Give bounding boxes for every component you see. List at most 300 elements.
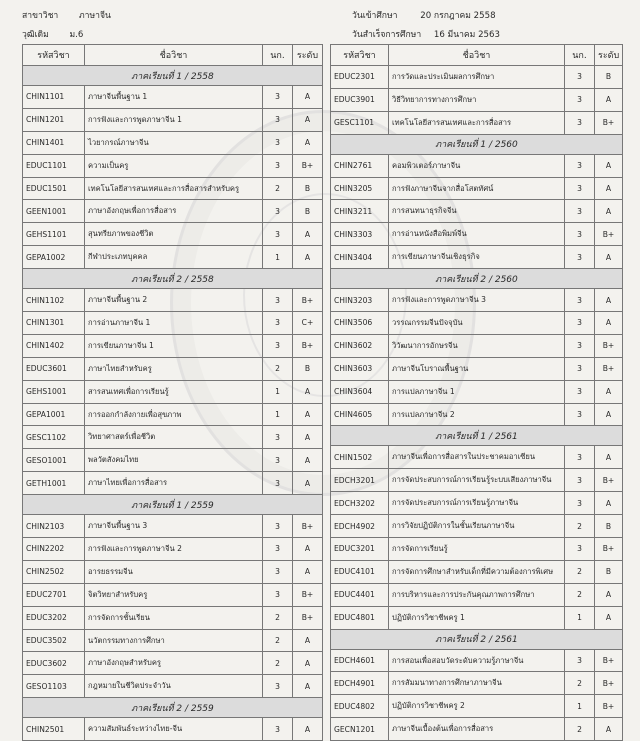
- course-grade: A: [595, 154, 623, 177]
- course-grade: A: [595, 200, 623, 223]
- course-row: [23, 560, 323, 583]
- course-grade: A: [595, 583, 623, 606]
- course-name: ไวยากรณ์ภาษาจีน: [85, 131, 263, 154]
- course-grade: B+: [595, 538, 623, 561]
- course-credits: 3: [565, 88, 595, 111]
- course-credits: 3: [263, 86, 293, 109]
- semester-label: ภาคเรียนที่ 1 / 2559: [23, 495, 323, 515]
- course-code: EDUC4802: [331, 695, 389, 718]
- course-row: [23, 131, 323, 154]
- course-credits: 2: [263, 357, 293, 380]
- course-name: การจัดการเรียนรู้: [389, 538, 565, 561]
- course-grade: B: [293, 200, 323, 223]
- course-credits: 1: [565, 606, 595, 629]
- column-header-name: ชื่อวิชา: [389, 45, 565, 66]
- major-label: สาขาวิชา: [22, 11, 59, 21]
- course-code: GESO1001: [23, 449, 85, 472]
- course-code: EDUC3602: [23, 652, 85, 675]
- course-grade: B: [293, 177, 323, 200]
- course-row: [23, 86, 323, 109]
- course-grade: A: [595, 312, 623, 335]
- semester-label: ภาคเรียนที่ 2 / 2558: [23, 269, 323, 289]
- column-header-name: ชื่อวิชา: [85, 45, 263, 66]
- course-code: CHIN1102: [23, 289, 85, 312]
- course-code: EDCH4901: [331, 672, 389, 695]
- course-code: GESC1101: [331, 111, 389, 134]
- course-grade: A: [293, 108, 323, 131]
- course-grade: A: [293, 538, 323, 561]
- course-name: การออกกำลังกายเพื่อสุขภาพ: [85, 403, 263, 426]
- course-credits: 3: [565, 403, 595, 426]
- course-row: [23, 403, 323, 426]
- course-grade: B+: [595, 672, 623, 695]
- course-credits: 3: [263, 583, 293, 606]
- course-code: EDUC4101: [331, 560, 389, 583]
- semester-label: ภาคเรียนที่ 1 / 2561: [331, 426, 623, 446]
- course-grade: B+: [595, 223, 623, 246]
- course-name: สุนทรียภาพของชีวิต: [85, 223, 263, 246]
- course-code: CHIN1301: [23, 312, 85, 335]
- course-credits: 3: [263, 334, 293, 357]
- semester-header-row: [331, 134, 623, 154]
- course-code: CHIN1502: [331, 446, 389, 469]
- course-grade: A: [293, 718, 323, 741]
- course-name: ความสัมพันธ์ระหว่างไทย-จีน: [85, 718, 263, 741]
- course-row: [23, 246, 323, 269]
- course-credits: 3: [263, 200, 293, 223]
- course-row: [331, 538, 623, 561]
- semester-label: ภาคเรียนที่ 2 / 2561: [331, 629, 623, 649]
- semester-header-row: [331, 269, 623, 289]
- course-credits: 3: [565, 111, 595, 134]
- course-code: EDUC4801: [331, 606, 389, 629]
- course-code: CHIN2501: [23, 718, 85, 741]
- course-row: [23, 357, 323, 380]
- course-grade: A: [595, 446, 623, 469]
- course-name: การฟังและการพูดภาษาจีน 3: [389, 289, 565, 312]
- course-name: ภาษาจีนเพื่อการสื่อสารในประชาคมอาเซียน: [389, 446, 565, 469]
- course-credits: 1: [263, 403, 293, 426]
- course-name: การเขียนภาษาจีน 1: [85, 334, 263, 357]
- table-header-row: [331, 45, 623, 66]
- course-name: การวัดและประเมินผลการศึกษา: [389, 66, 565, 89]
- course-name: วิทยาศาสตร์เพื่อชีวิต: [85, 426, 263, 449]
- course-row: [23, 334, 323, 357]
- course-code: CHIN1201: [23, 108, 85, 131]
- course-row: [23, 312, 323, 335]
- course-credits: 3: [565, 154, 595, 177]
- course-grade: A: [595, 403, 623, 426]
- course-credits: 3: [565, 446, 595, 469]
- prior-education-value: ม.6: [69, 30, 84, 40]
- course-name: เทคโนโลยีสารสนเทศและการสื่อสาร: [389, 111, 565, 134]
- course-credits: 3: [263, 449, 293, 472]
- course-grade: A: [293, 449, 323, 472]
- course-code: CHIN2103: [23, 515, 85, 538]
- course-credits: 3: [263, 108, 293, 131]
- course-row: [23, 223, 323, 246]
- course-row: [331, 492, 623, 515]
- course-row: [331, 695, 623, 718]
- course-grade: A: [595, 177, 623, 200]
- course-credits: 2: [263, 652, 293, 675]
- course-code: GEEN1001: [23, 200, 85, 223]
- course-credits: 2: [565, 560, 595, 583]
- column-header-credits: นก.: [565, 45, 595, 66]
- course-grade: A: [293, 380, 323, 403]
- course-row: [23, 606, 323, 629]
- course-grade: A: [293, 560, 323, 583]
- course-row: [331, 649, 623, 672]
- course-name: วิธีวิทยาการทางการศึกษา: [389, 88, 565, 111]
- course-grade: A: [293, 223, 323, 246]
- course-row: [331, 583, 623, 606]
- transcript-table-right: [330, 44, 623, 741]
- course-code: CHIN1401: [23, 131, 85, 154]
- course-name: การสอนเพื่อสอบวัดระดับความรู้ภาษาจีน: [389, 649, 565, 672]
- course-credits: 3: [565, 177, 595, 200]
- course-name: การฟังและการพูดภาษาจีน 2: [85, 538, 263, 561]
- course-credits: 3: [263, 154, 293, 177]
- course-code: CHIN3211: [331, 200, 389, 223]
- course-code: EDUC3202: [23, 606, 85, 629]
- graduation-date-value: 16 มีนาคม 2563: [433, 30, 500, 40]
- course-name: การฟังและการพูดภาษาจีน 1: [85, 108, 263, 131]
- course-name: กฎหมายในชีวิตประจำวัน: [85, 675, 263, 698]
- course-row: [331, 66, 623, 89]
- semester-label: ภาคเรียนที่ 2 / 2559: [23, 698, 323, 718]
- course-grade: B+: [595, 111, 623, 134]
- course-name: ภาษาจีนพื้นฐาน 3: [85, 515, 263, 538]
- course-row: [23, 449, 323, 472]
- course-row: [23, 472, 323, 495]
- course-credits: 3: [263, 560, 293, 583]
- course-credits: 3: [565, 312, 595, 335]
- course-name: ปฏิบัติการวิชาชีพครู 2: [389, 695, 565, 718]
- course-row: [331, 606, 623, 629]
- course-credits: 3: [263, 675, 293, 698]
- course-row: [331, 560, 623, 583]
- course-name: การจัดประสบการณ์การเรียนรู้ภาษาจีน: [389, 492, 565, 515]
- course-code: GEPA1002: [23, 246, 85, 269]
- course-code: CHIN3203: [331, 289, 389, 312]
- course-code: GEHS1101: [23, 223, 85, 246]
- course-grade: B+: [595, 695, 623, 718]
- course-credits: 3: [263, 472, 293, 495]
- course-grade: A: [595, 718, 623, 741]
- course-name: เทคโนโลยีสารสนเทศและการสื่อสารสำหรับครู: [85, 177, 263, 200]
- course-grade: A: [293, 246, 323, 269]
- course-name: วิวัฒนาการอักษรจีน: [389, 334, 565, 357]
- course-grade: A: [595, 492, 623, 515]
- course-credits: 2: [263, 177, 293, 200]
- course-name: การเขียนภาษาจีนเชิงธุรกิจ: [389, 246, 565, 269]
- course-credits: 3: [565, 223, 595, 246]
- course-credits: 3: [565, 357, 595, 380]
- course-credits: 3: [263, 515, 293, 538]
- course-grade: B+: [595, 649, 623, 672]
- course-grade: B: [595, 66, 623, 89]
- course-credits: 1: [565, 695, 595, 718]
- course-credits: 2: [263, 629, 293, 652]
- course-code: EDUC4401: [331, 583, 389, 606]
- course-code: GEPA1001: [23, 403, 85, 426]
- course-row: [23, 177, 323, 200]
- course-row: [331, 357, 623, 380]
- course-credits: 3: [565, 380, 595, 403]
- course-grade: A: [293, 131, 323, 154]
- course-credits: 2: [565, 718, 595, 741]
- course-row: [331, 111, 623, 134]
- course-name: จิตวิทยาสำหรับครู: [85, 583, 263, 606]
- course-name: การอ่านภาษาจีน 1: [85, 312, 263, 335]
- course-grade: A: [293, 652, 323, 675]
- course-grade: A: [293, 629, 323, 652]
- course-row: [331, 446, 623, 469]
- course-credits: 3: [565, 469, 595, 492]
- course-code: CHIN2202: [23, 538, 85, 561]
- course-row: [331, 718, 623, 741]
- column-header-code: รหัสวิชา: [23, 45, 85, 66]
- course-name: สารสนเทศเพื่อการเรียนรู้: [85, 380, 263, 403]
- course-row: [331, 177, 623, 200]
- course-name: ภาษาไทยเพื่อการสื่อสาร: [85, 472, 263, 495]
- course-credits: 2: [263, 606, 293, 629]
- course-name: การวิจัยปฏิบัติการในชั้นเรียนภาษาจีน: [389, 515, 565, 538]
- course-name: ภาษาจีนพื้นฐาน 2: [85, 289, 263, 312]
- course-name: การสัมมนาทางการศึกษาภาษาจีน: [389, 672, 565, 695]
- course-row: [23, 380, 323, 403]
- course-name: นวัตกรรมทางการศึกษา: [85, 629, 263, 652]
- course-credits: 3: [263, 289, 293, 312]
- semester-header-row: [331, 426, 623, 446]
- course-grade: A: [595, 289, 623, 312]
- graduation-date-label: วันสำเร็จการศึกษา: [352, 30, 422, 40]
- course-grade: A: [293, 426, 323, 449]
- course-name: ภาษาอังกฤษสำหรับครู: [85, 652, 263, 675]
- course-credits: 3: [565, 538, 595, 561]
- transcript-table-left: [22, 44, 323, 741]
- admission-date-label: วันเข้าศึกษา: [352, 11, 398, 21]
- course-row: [23, 652, 323, 675]
- course-name: การจัดประสบการณ์การเรียนรู้ระบบเสียงภาษาจีน: [389, 469, 565, 492]
- course-grade: B+: [293, 154, 323, 177]
- course-code: EDUC2701: [23, 583, 85, 606]
- course-row: [23, 289, 323, 312]
- transcript-header: [0, 0, 640, 44]
- column-header-credits: นก.: [263, 45, 293, 66]
- course-credits: 3: [565, 66, 595, 89]
- course-code: GESO1103: [23, 675, 85, 698]
- prior-education-line: [22, 27, 83, 41]
- course-grade: A: [293, 675, 323, 698]
- table-header-row: [23, 45, 323, 66]
- course-code: CHIN2502: [23, 560, 85, 583]
- course-grade: A: [595, 88, 623, 111]
- course-row: [23, 538, 323, 561]
- course-name: ภาษาจีนโบราณพื้นฐาน: [389, 357, 565, 380]
- admission-date-line: [352, 8, 496, 22]
- course-code: EDCH3201: [331, 469, 389, 492]
- course-grade: A: [293, 472, 323, 495]
- course-name: ความเป็นครู: [85, 154, 263, 177]
- course-name: ภาษาจีนพื้นฐาน 1: [85, 86, 263, 109]
- course-grade: A: [595, 606, 623, 629]
- course-name: การสนทนาธุรกิจจีน: [389, 200, 565, 223]
- course-code: EDUC3901: [331, 88, 389, 111]
- course-code: CHIN3603: [331, 357, 389, 380]
- course-grade: B+: [293, 289, 323, 312]
- course-credits: 3: [263, 223, 293, 246]
- course-code: GESC1102: [23, 426, 85, 449]
- course-name: ภาษาอังกฤษเพื่อการสื่อสาร: [85, 200, 263, 223]
- course-code: EDUC3201: [331, 538, 389, 561]
- course-grade: A: [293, 86, 323, 109]
- course-name: การจัดการชั้นเรียน: [85, 606, 263, 629]
- course-row: [331, 312, 623, 335]
- course-grade: A: [293, 403, 323, 426]
- course-name: ปฏิบัติการวิชาชีพครู 1: [389, 606, 565, 629]
- course-name: ภาษาจีนเบื้องต้นเพื่อการสื่อสาร: [389, 718, 565, 741]
- course-name: อารยธรรมจีน: [85, 560, 263, 583]
- course-row: [331, 223, 623, 246]
- course-name: การแปลภาษาจีน 2: [389, 403, 565, 426]
- course-code: EDUC1501: [23, 177, 85, 200]
- course-credits: 2: [565, 583, 595, 606]
- course-code: CHIN3205: [331, 177, 389, 200]
- course-code: EDUC3601: [23, 357, 85, 380]
- column-header-grade: ระดับ: [595, 45, 623, 66]
- course-grade: B: [293, 357, 323, 380]
- course-code: CHIN1402: [23, 334, 85, 357]
- course-grade: B+: [595, 334, 623, 357]
- course-name: การฟังภาษาจีนจากสื่อโสตทัศน์: [389, 177, 565, 200]
- admission-date-value: 20 กรกฎาคม 2558: [420, 11, 496, 21]
- course-name: การแปลภาษาจีน 1: [389, 380, 565, 403]
- course-credits: 3: [565, 334, 595, 357]
- course-row: [331, 289, 623, 312]
- course-grade: A: [595, 380, 623, 403]
- course-row: [331, 154, 623, 177]
- course-code: EDUC2301: [331, 66, 389, 89]
- course-row: [23, 154, 323, 177]
- prior-education-label: วุฒิเดิม: [22, 30, 49, 40]
- course-row: [23, 629, 323, 652]
- course-credits: 3: [263, 718, 293, 741]
- major-line: [22, 8, 111, 22]
- semester-header-row: [23, 495, 323, 515]
- course-code: GECN1201: [331, 718, 389, 741]
- course-name: คอมพิวเตอร์ภาษาจีน: [389, 154, 565, 177]
- course-row: [331, 672, 623, 695]
- course-row: [23, 108, 323, 131]
- course-name: วรรณกรรมจีนปัจจุบัน: [389, 312, 565, 335]
- course-row: [331, 403, 623, 426]
- course-grade: C+: [293, 312, 323, 335]
- course-credits: 3: [263, 131, 293, 154]
- semester-header-row: [23, 698, 323, 718]
- course-code: EDCH4902: [331, 515, 389, 538]
- course-code: EDUC3502: [23, 629, 85, 652]
- course-row: [23, 675, 323, 698]
- course-credits: 3: [565, 492, 595, 515]
- course-grade: B+: [595, 357, 623, 380]
- course-code: EDCH3202: [331, 492, 389, 515]
- course-credits: 3: [565, 289, 595, 312]
- column-header-grade: ระดับ: [293, 45, 323, 66]
- course-code: CHIN1101: [23, 86, 85, 109]
- course-credits: 2: [565, 672, 595, 695]
- course-code: CHIN3303: [331, 223, 389, 246]
- course-grade: B+: [293, 515, 323, 538]
- course-code: CHIN3506: [331, 312, 389, 335]
- course-credits: 3: [565, 649, 595, 672]
- graduation-date-line: [352, 27, 500, 41]
- course-credits: 3: [565, 246, 595, 269]
- semester-header-row: [23, 66, 323, 86]
- course-row: [23, 583, 323, 606]
- course-credits: 1: [263, 380, 293, 403]
- semester-header-row: [23, 269, 323, 289]
- course-row: [331, 380, 623, 403]
- course-grade: B+: [293, 583, 323, 606]
- course-credits: 1: [263, 246, 293, 269]
- semester-label: ภาคเรียนที่ 1 / 2560: [331, 134, 623, 154]
- major-value: ภาษาจีน: [79, 11, 111, 21]
- course-row: [331, 469, 623, 492]
- course-code: EDUC1101: [23, 154, 85, 177]
- course-credits: 3: [263, 312, 293, 335]
- course-grade: B+: [293, 606, 323, 629]
- course-grade: B: [595, 515, 623, 538]
- course-credits: 2: [565, 515, 595, 538]
- course-code: CHIN3604: [331, 380, 389, 403]
- course-row: [23, 515, 323, 538]
- course-code: GEHS1001: [23, 380, 85, 403]
- course-row: [331, 200, 623, 223]
- course-grade: B+: [293, 334, 323, 357]
- course-code: CHIN4605: [331, 403, 389, 426]
- course-name: ภาษาไทยสำหรับครู: [85, 357, 263, 380]
- course-grade: B+: [595, 469, 623, 492]
- course-code: CHIN2761: [331, 154, 389, 177]
- course-name: พลวัตสังคมไทย: [85, 449, 263, 472]
- course-row: [331, 515, 623, 538]
- course-row: [331, 246, 623, 269]
- course-grade: A: [595, 246, 623, 269]
- course-code: GETH1001: [23, 472, 85, 495]
- course-row: [23, 426, 323, 449]
- course-row: [23, 718, 323, 741]
- course-row: [331, 334, 623, 357]
- course-row: [23, 200, 323, 223]
- course-code: CHIN3404: [331, 246, 389, 269]
- semester-label: ภาคเรียนที่ 1 / 2558: [23, 66, 323, 86]
- course-grade: B: [595, 560, 623, 583]
- course-credits: 3: [565, 200, 595, 223]
- course-code: EDCH4601: [331, 649, 389, 672]
- course-credits: 3: [263, 426, 293, 449]
- column-header-code: รหัสวิชา: [331, 45, 389, 66]
- semester-header-row: [331, 629, 623, 649]
- course-row: [331, 88, 623, 111]
- course-name: กีฬาประเภทบุคคล: [85, 246, 263, 269]
- semester-label: ภาคเรียนที่ 2 / 2560: [331, 269, 623, 289]
- course-name: การบริหารและการประกันคุณภาพการศึกษา: [389, 583, 565, 606]
- course-name: การจัดการศึกษาสำหรับเด็กที่มีความต้องการพิเศษ: [389, 560, 565, 583]
- course-credits: 3: [263, 538, 293, 561]
- course-code: CHIN3602: [331, 334, 389, 357]
